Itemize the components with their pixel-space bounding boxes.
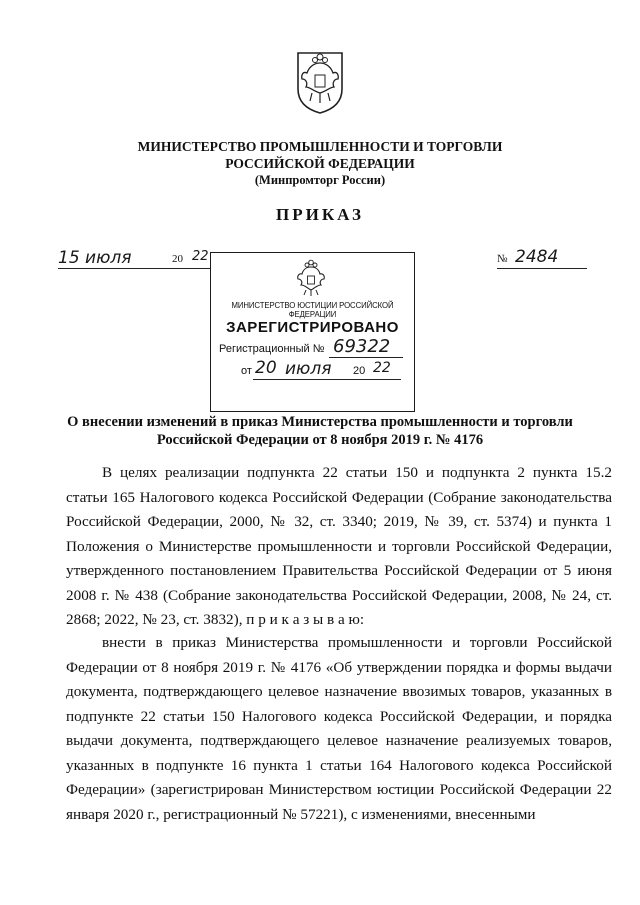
stamp-status: ЗАРЕГИСТРИРОВАНО <box>226 319 399 336</box>
ministry-short-name: (Минпромторг России) <box>254 173 386 187</box>
body-paragraph-1: В целях реализации подпункта 22 статьи 150 и подпункта 2 пункта 15.2 статьи 165 Налогового кодекса Российской Федерации (Собрание законодательства Российской Федерации, 2000, № 32, ст. 3340; 2019, № 39, ст. 5374) и пункта 1 Положения о Министерстве промышленности и торговли Российской Федерации, утвержденного постановлением Правительства Российской Федерации от 5 июня 2008 г. № 438 (Собрание законодательства Российской Федерации, 2008, № 24, ст. 2868; 2022, № 23, ст. 3832), п р и к а з ы в а ю: <box>66 464 612 628</box>
stamp-date-year-prefix: 20 <box>353 365 366 377</box>
stamp-date-year: 22 <box>373 360 391 376</box>
registration-stamp <box>210 252 415 412</box>
stamp-date-prefix: от <box>241 365 252 377</box>
order-year-handwritten: 22 <box>192 249 209 264</box>
stamp-date-month: июля <box>285 359 332 379</box>
order-date <box>58 248 210 269</box>
order-year-prefix: 20 <box>172 253 183 265</box>
order-title-line1: О внесении изменений в приказ Министерства промышленности и торговли <box>67 414 573 430</box>
order-number <box>497 248 587 269</box>
stamp-date-field <box>253 358 401 380</box>
order-number-sign: № <box>497 253 508 265</box>
stamp-reg-number-label: Регистрационный № <box>219 343 325 355</box>
order-number-handwritten: 2484 <box>515 247 559 267</box>
ministry-name-line2: РОССИЙСКОЙ ФЕДЕРАЦИИ <box>225 156 415 171</box>
order-title <box>40 413 600 449</box>
russian-coat-of-arms-icon <box>294 49 346 115</box>
order-date-handwritten: 15 июля <box>58 248 132 268</box>
document-type: ПРИКАЗ <box>276 205 364 224</box>
ministry-name-line1: МИНИСТЕРСТВО ПРОМЫШЛЕННОСТИ И ТОРГОВЛИ <box>137 139 503 154</box>
stamp-reg-number: 69322 <box>333 336 391 357</box>
body-paragraph-2: внести в приказ Министерства промышленности и торговли Российской Федерации от 8 ноября 2019 г. № 4176 «Об утверждении порядка и формы выдачи документа, подтверждающего целевое назначение ввозимых товаров, указанных в подпункте 22 статьи 150 Налогового кодекса Российской Федерации, и порядка выдачи документа, подтверждающего целевое назначение реализуемых товаров, указанных в подпункте 16 пункта 1 статьи 164 Налогового кодекса Российской Федерации» (зарегистрирован Министерством юстиции Российской Федерации 22 января 2020 г., регистрационный № 57221), с изменениями, внесенными <box>66 634 612 823</box>
stamp-organization: МИНИСТЕРСТВО ЮСТИЦИИ РОССИЙСКОЙ ФЕДЕРАЦИИ <box>231 301 394 319</box>
russian-coat-of-arms-icon <box>293 259 329 297</box>
stamp-date-day: 20 <box>255 358 277 378</box>
order-title-line2: Российской Федерации от 8 ноября 2019 г. № 4176 <box>156 432 484 448</box>
stamp-reg-number-field <box>329 336 403 358</box>
